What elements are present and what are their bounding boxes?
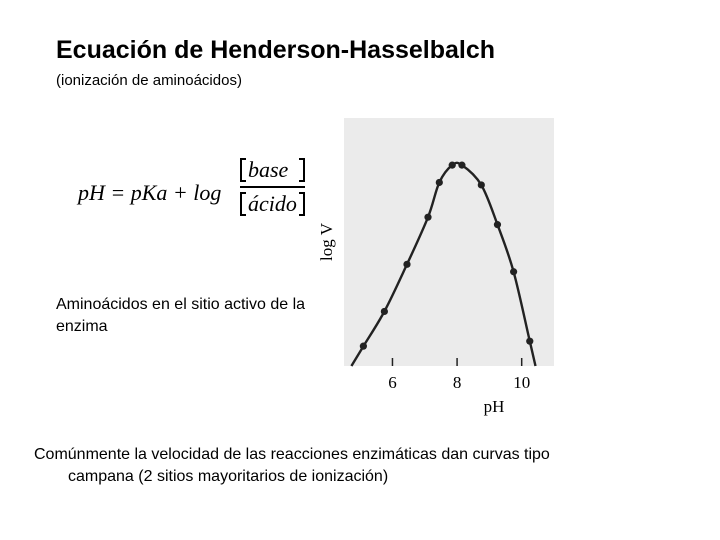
equation-lhs: pH = pKa + log <box>78 180 222 205</box>
data-point <box>403 261 410 268</box>
equation-fraction <box>240 156 305 218</box>
slide-subtitle: (ionización de aminoácidos) <box>56 72 242 89</box>
data-point <box>436 179 443 186</box>
caption-line-1: Comúnmente la velocidad de las reacciones enzimáticas dan curvas tipo <box>34 446 550 463</box>
data-point <box>381 308 388 315</box>
data-point <box>494 221 501 228</box>
equation-denominator: ácido <box>240 190 305 218</box>
active-site-label: Aminoácidos en el sitio activo de la enzima <box>56 296 306 335</box>
data-point <box>449 162 456 169</box>
log-v-vs-ph-chart <box>308 114 558 424</box>
x-axis-label: pH <box>483 397 505 416</box>
x-tick-label: 8 <box>452 373 462 392</box>
data-point <box>360 343 367 350</box>
slide-title: Ecuación de Henderson-Hasselbalch <box>56 36 496 64</box>
caption-line-2: campana (2 sitios mayoritarios de ionización) <box>68 468 389 485</box>
x-tick-label: 10 <box>513 373 531 392</box>
data-point <box>458 162 465 169</box>
equation-numerator: base <box>240 156 305 184</box>
data-point <box>510 268 517 275</box>
data-point <box>478 181 485 188</box>
data-point <box>526 338 533 345</box>
data-point <box>424 214 431 221</box>
y-axis-label: log V <box>317 223 336 261</box>
caption <box>34 444 674 488</box>
x-tick-label: 6 <box>388 373 397 392</box>
fraction-bar <box>240 186 305 188</box>
